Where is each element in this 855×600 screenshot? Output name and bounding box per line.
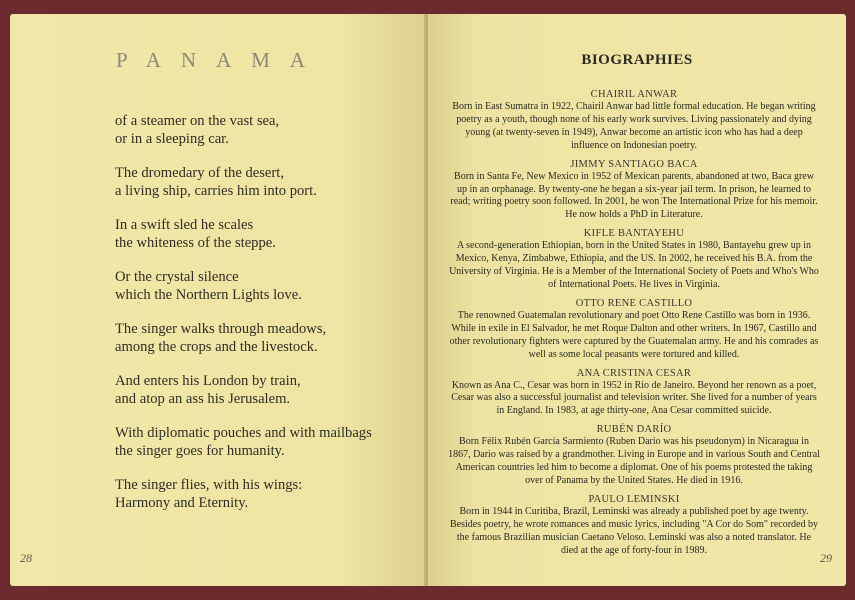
poem-line: which the Northern Lights love. xyxy=(115,287,302,303)
poem-line: The singer walks through meadows, xyxy=(115,321,327,337)
biography-entry xyxy=(448,227,820,292)
poem-line: the singer goes for humanity. xyxy=(115,443,285,459)
open-book xyxy=(10,14,846,588)
bio-name: KIFLE BANTAYEHU xyxy=(583,228,685,240)
bio-name: PAULO LEMINSKI xyxy=(588,493,680,505)
poem-line: or in a sleeping car. xyxy=(115,131,229,147)
stanza xyxy=(115,476,415,512)
poem-line: among the crops and the livestock. xyxy=(115,339,318,355)
stanza xyxy=(115,372,415,408)
bio-text: Known as Ana C., Cesar was born in 1952 in Rio de Janeiro. Beyond her renown as a poet, Cesar was also a successful journalist and television writer. She lived for a number of years in England. In 1983, at age thirty-one, Ana Cesar committed suicide. xyxy=(451,379,817,417)
bio-text: Born in East Sumatra in 1922, Chairil Anwar had little formal education. He began writing poetry as a youth, though none of his early work survives. Living passionately and dying young (at twenty-seven in 1949), Anwar become an artistic icon who has had a deep influence on Indonesian poetry. xyxy=(452,101,816,151)
right-page xyxy=(428,14,846,586)
stanza xyxy=(115,320,415,356)
biography-entry xyxy=(448,367,820,419)
bio-name: ANA CRISTINA CESAR xyxy=(576,367,692,379)
poem-line: of a steamer on the vast sea, xyxy=(115,113,280,129)
stanza xyxy=(115,112,415,148)
stanza xyxy=(115,216,415,252)
poem-line: With diplomatic pouches and with mailbags xyxy=(115,425,372,441)
poem-line: and atop an ass his Jerusalem. xyxy=(115,391,291,407)
bio-name: JIMMY SANTIAGO BACA xyxy=(570,158,698,170)
bio-text: A second-generation Ethiopian, born in the United States in 1980, Bantayehu grew up in Mexico, Kenya, Zimbabwe, Ethiopia, and the US. In 2002, he received his B.A. from the University of Virginia. He is a Member of the International Society of Poets and Who's Who of International Poets. He lives in Virginia. xyxy=(449,240,819,290)
biography-entry xyxy=(448,88,820,153)
bio-name: CHAIRIL ANWAR xyxy=(590,89,678,100)
bio-name: RUBÉN DARÍO xyxy=(596,424,672,436)
left-page xyxy=(10,14,426,586)
bio-name: OTTO RENE CASTILLO xyxy=(575,297,693,309)
bio-text: Born in Santa Fe, New Mexico in 1952 of Mexican parents, abandoned at two, Baca grew up in an orphanage. By twenty-one he began a six-year jail term. In prison, he learned to read; writing poetry soon followed. In 2001, he won The International Prize for his memoir. He now holds a PhD in Literature. xyxy=(450,170,818,221)
page-number-left: 28 xyxy=(20,551,32,565)
poem-line: Harmony and Eternity. xyxy=(115,495,249,511)
biographies-list xyxy=(448,88,820,562)
biographies-title: BIOGRAPHIES xyxy=(581,52,693,68)
poem xyxy=(115,112,415,528)
biography-entry xyxy=(448,493,820,558)
poem-line: the whiteness of the steppe. xyxy=(115,235,276,251)
stanza xyxy=(115,424,415,460)
biography-entry xyxy=(448,158,820,223)
poem-line: The dromedary of the desert, xyxy=(115,165,284,181)
bio-text: The renowned Guatemalan revolutionary and poet Otto Rene Castillo was born in 1936. While in exile in El Salvador, he met Roque Dalton and other writers. In 1967, Castillo and other revolutionary fighters were captured by the Guatemalan army. He and his comrades as well as some local peasants were tortured and killed. xyxy=(449,309,819,360)
poem-line: The singer flies, with his wings: xyxy=(115,477,303,493)
running-head: PANAMA xyxy=(116,48,326,72)
poem-line: Or the crystal silence xyxy=(115,269,239,285)
poem-line: And enters his London by train, xyxy=(115,373,301,389)
biography-entry xyxy=(448,423,820,488)
page-number-right: 29 xyxy=(820,551,832,565)
stanza xyxy=(115,268,415,304)
bio-text: Born in 1944 in Curitiba, Brazil, Leminski was already a published poet by age twenty. Besides poetry, he wrote romances and music lyrics, including "A Cor do Som" recorded by the famous Brazilian musician Caetano Veloso. Leminski was also a noted translator. He died at the age of forty-four in 1989. xyxy=(450,505,818,556)
stanza xyxy=(115,164,415,200)
bio-text: Born Félix Rubén García Sarmiento (Ruben Dario was his pseudonym) in Nicaragua in 1867, Dario was raised by a grandmother. Living in Europe and in various South and Central American countries led him to become a diplomat. One of his poems protested the taking over of Panama by the United States. He died in 1916. xyxy=(448,436,820,486)
biography-entry xyxy=(448,297,820,362)
poem-line: In a swift sled he scales xyxy=(115,217,254,233)
poem-line: a living ship, carries him into port. xyxy=(115,183,317,199)
